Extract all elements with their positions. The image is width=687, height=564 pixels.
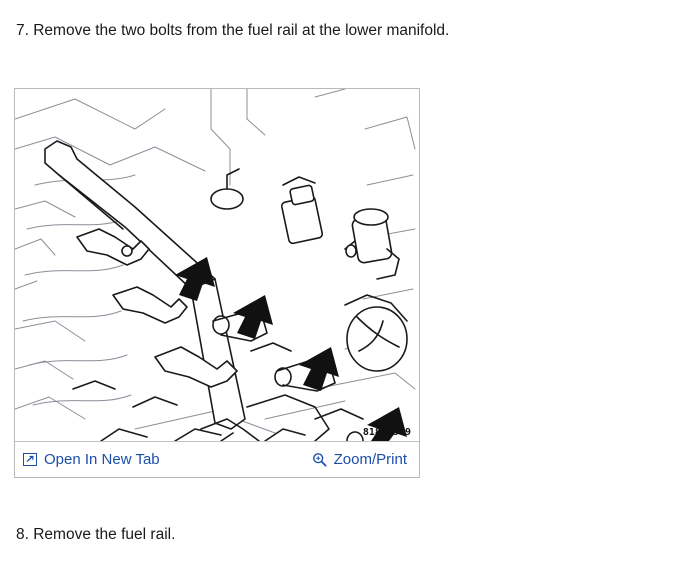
zoom-print-label: Zoom/Print	[333, 451, 407, 468]
figure-image-code: 818385d9	[362, 427, 411, 438]
open-in-new-tab-icon	[23, 453, 37, 466]
open-in-new-tab-button[interactable]	[23, 451, 160, 468]
step-7-text: 7. Remove the two bolts from the fuel rail at the lower manifold.	[16, 22, 450, 39]
magnifier-icon	[312, 452, 327, 467]
step-8-text: 8. Remove the fuel rail.	[16, 526, 176, 543]
zoom-print-button[interactable]	[312, 451, 407, 468]
figure-toolbar	[15, 441, 419, 477]
figure-illustration	[15, 89, 419, 441]
figure-container	[14, 88, 420, 478]
open-in-new-tab-label: Open In New Tab	[44, 451, 160, 468]
